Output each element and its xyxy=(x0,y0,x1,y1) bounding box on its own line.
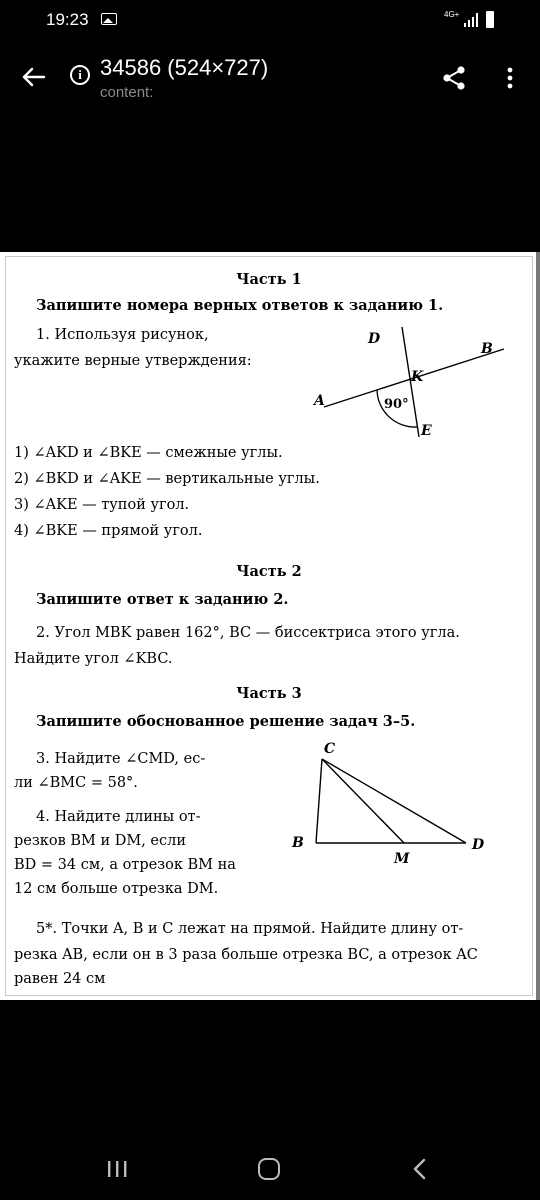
part1-instruction: Запишите номера верных ответов к заданию 1. xyxy=(36,297,444,314)
share-icon[interactable] xyxy=(440,64,468,92)
label-K: K xyxy=(411,369,424,385)
status-time: 19:23 xyxy=(46,10,89,29)
option-4: 4) ∠BKE — прямой угол. xyxy=(14,523,203,539)
label-E: E xyxy=(421,423,432,437)
image-title: 34586 (524×727) xyxy=(100,55,269,80)
app-toolbar xyxy=(0,40,540,130)
document-page xyxy=(5,256,533,996)
task3-line1: 3. Найдите ∠CMD, ес- xyxy=(36,751,206,767)
part2-instruction: Запишите ответ к заданию 2. xyxy=(36,591,289,608)
task5-line3: равен 24 см xyxy=(14,971,106,987)
option-2: 2) ∠BKD и ∠AKE — вертикальные углы. xyxy=(14,471,320,487)
network-type: 4G+ xyxy=(444,10,460,19)
option-3: 3) ∠AKE — тупой угол. xyxy=(14,497,190,513)
part2-heading: Часть 2 xyxy=(236,563,302,580)
label-B2: B xyxy=(292,835,304,851)
part1-heading: Часть 1 xyxy=(236,271,302,288)
recents-icon[interactable] xyxy=(106,1160,128,1178)
task5-line1: 5*. Точки A, B и C лежат на прямой. Найдите длину от- xyxy=(36,921,464,937)
status-bar xyxy=(0,0,540,40)
label-C: C xyxy=(324,741,336,757)
label-M: M xyxy=(394,851,410,867)
task1-line1: 1. Используя рисунок, xyxy=(36,327,209,343)
more-options-icon[interactable] xyxy=(500,64,520,92)
signal-icon xyxy=(464,13,478,27)
part3-instruction: Запишите обоснованное решение задач 3–5. xyxy=(36,713,416,730)
task1-line2: укажите верные утверждения: xyxy=(14,353,252,369)
task5-line2: резка AB, если он в 3 раза больше отрезка BC, а отрезок AC xyxy=(14,947,478,963)
navigation-bar xyxy=(0,1120,540,1200)
task4-line1: 4. Найдите длины от- xyxy=(36,809,201,825)
document-image xyxy=(0,252,540,1000)
image-subtitle: content: xyxy=(100,84,154,101)
label-A: A xyxy=(314,393,325,409)
battery-icon xyxy=(486,11,494,28)
task3-line2: ли ∠BMC = 58°. xyxy=(14,775,138,791)
task2-line1: 2. Угол MBK равен 162°, BC — биссектриса этого угла. xyxy=(36,625,460,641)
nav-back-icon[interactable] xyxy=(410,1158,430,1180)
label-D: D xyxy=(368,331,381,347)
angle-label: 90° xyxy=(384,397,409,412)
scrollbar[interactable] xyxy=(536,252,540,1000)
image-notification-icon xyxy=(101,13,117,25)
label-D2: D xyxy=(472,837,485,853)
part3-heading: Часть 3 xyxy=(236,685,302,702)
task4-line3: BD = 34 см, а отрезок BM на xyxy=(14,857,236,873)
home-icon[interactable] xyxy=(258,1158,280,1180)
label-B: B xyxy=(481,341,493,357)
task4-line4: 12 см больше отрезка DM. xyxy=(14,881,219,897)
figure-intersecting-lines xyxy=(306,319,521,437)
figure-triangle xyxy=(286,737,506,872)
option-1: 1) ∠AKD и ∠BKE — смежные углы. xyxy=(14,445,283,461)
task4-line2: резков BM и DM, если xyxy=(14,833,186,849)
task2-line2: Найдите угол ∠KBC. xyxy=(14,651,173,667)
back-arrow-icon[interactable] xyxy=(18,62,48,92)
info-icon[interactable]: i xyxy=(70,65,90,85)
